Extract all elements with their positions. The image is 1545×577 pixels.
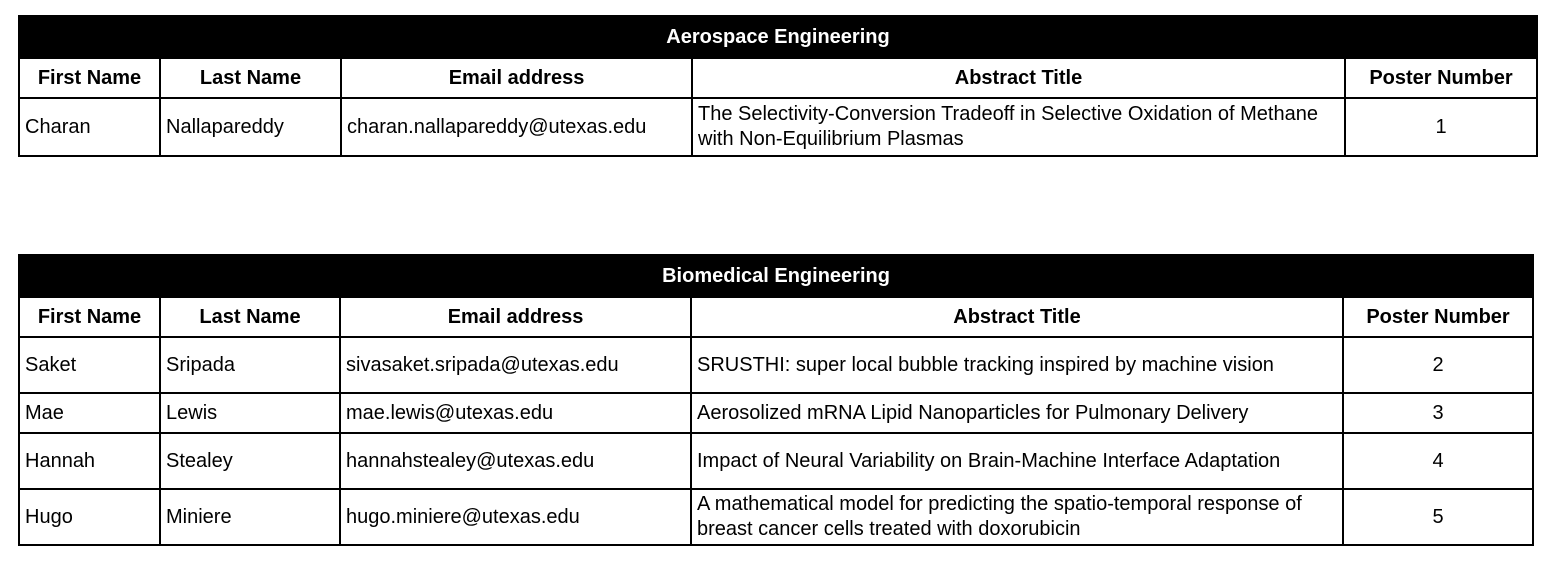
header-first-name: First Name [19, 297, 160, 337]
table-row [19, 98, 1537, 156]
table-row [19, 393, 1533, 433]
table-row [19, 433, 1533, 489]
cell-first-name: Mae [19, 393, 160, 433]
header-last-name: Last Name [160, 58, 341, 98]
header-email: Email address [341, 58, 692, 98]
cell-first-name: Hannah [19, 433, 160, 489]
header-poster-number: Poster Number [1343, 297, 1533, 337]
cell-poster-number: 3 [1343, 393, 1533, 433]
cell-abstract-title: Impact of Neural Variability on Brain-Machine Interface Adaptation [691, 433, 1343, 489]
cell-abstract-title: Aerosolized mRNA Lipid Nanoparticles for Pulmonary Delivery [691, 393, 1343, 433]
section-header-row [19, 16, 1537, 58]
header-abstract-title: Abstract Title [691, 297, 1343, 337]
section-header-row [19, 255, 1533, 297]
cell-last-name: Sripada [160, 337, 340, 393]
cell-poster-number: 4 [1343, 433, 1533, 489]
biomedical-engineering-table [18, 254, 1534, 546]
section-title: Aerospace Engineering [19, 16, 1537, 58]
section-title: Biomedical Engineering [19, 255, 1533, 297]
column-header-row [19, 58, 1537, 98]
aerospace-engineering-table [18, 15, 1538, 157]
cell-last-name: Miniere [160, 489, 340, 545]
cell-poster-number: 2 [1343, 337, 1533, 393]
header-abstract-title: Abstract Title [692, 58, 1345, 98]
header-last-name: Last Name [160, 297, 340, 337]
cell-email: mae.lewis@utexas.edu [340, 393, 691, 433]
cell-abstract-title: A mathematical model for predicting the spatio-temporal response of breast cancer cells treated with doxorubicin [691, 489, 1343, 545]
table-row [19, 489, 1533, 545]
cell-first-name: Hugo [19, 489, 160, 545]
column-header-row [19, 297, 1533, 337]
table-row [19, 337, 1533, 393]
cell-last-name: Stealey [160, 433, 340, 489]
cell-abstract-title: The Selectivity-Conversion Tradeoff in Selective Oxidation of Methane with Non-Equilibrium Plasmas [692, 98, 1345, 156]
cell-last-name: Nallapareddy [160, 98, 341, 156]
cell-email: charan.nallapareddy@utexas.edu [341, 98, 692, 156]
cell-abstract-title: SRUSTHI: super local bubble tracking inspired by machine vision [691, 337, 1343, 393]
cell-email: hannahstealey@utexas.edu [340, 433, 691, 489]
header-email: Email address [340, 297, 691, 337]
cell-poster-number: 5 [1343, 489, 1533, 545]
header-first-name: First Name [19, 58, 160, 98]
cell-email: sivasaket.sripada@utexas.edu [340, 337, 691, 393]
cell-last-name: Lewis [160, 393, 340, 433]
cell-email: hugo.miniere@utexas.edu [340, 489, 691, 545]
cell-poster-number: 1 [1345, 98, 1537, 156]
header-poster-number: Poster Number [1345, 58, 1537, 98]
cell-first-name: Saket [19, 337, 160, 393]
cell-first-name: Charan [19, 98, 160, 156]
